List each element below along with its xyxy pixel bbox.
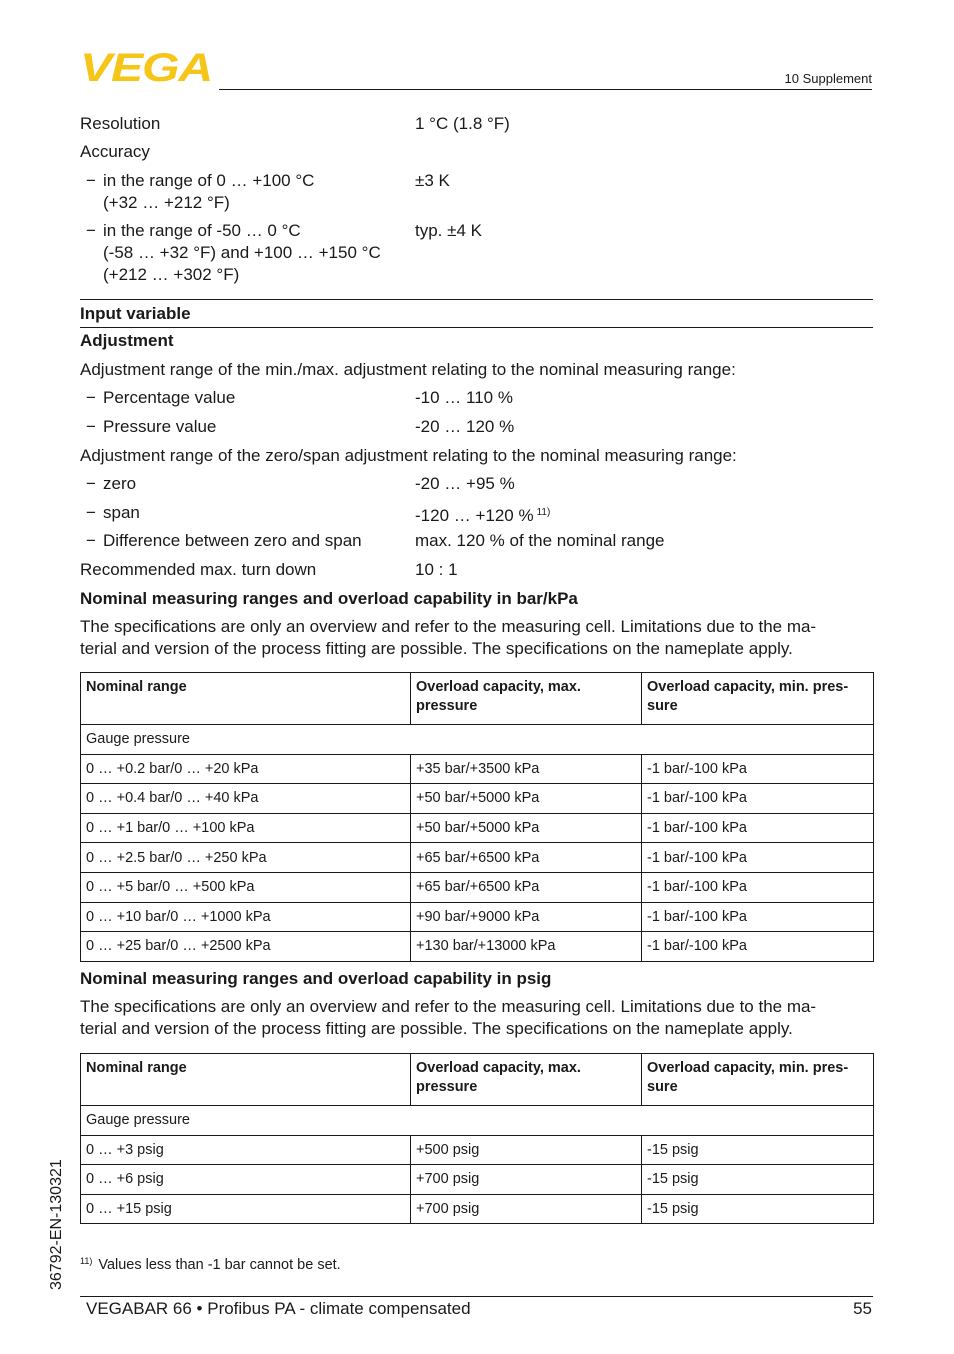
span-value-wrap: [415, 502, 550, 527]
footer-title: VEGABAR 66 • Profibus PA - climate compensated: [86, 1299, 471, 1318]
cell-range: 0 … +2.5 bar/0 … +250 kPa: [81, 843, 411, 873]
bar-section-para-line2: terial and version of the process fitting are possible. The specifications on the nameplate apply.: [80, 639, 793, 658]
cell-max: +500 psig: [411, 1135, 642, 1165]
dash: −: [86, 221, 96, 240]
table-header-row: [81, 673, 874, 725]
accuracy-range-1-line1: in the range of 0 … +100 °C: [103, 171, 315, 190]
bar-kpa-table: [80, 672, 874, 962]
vega-logo: [80, 50, 214, 84]
bar-section-para-line1: The specifications are only an overview and refer to the measuring cell. Limitations due to the ma-: [80, 617, 817, 636]
header-line: sure: [647, 1079, 678, 1095]
cell-max: +90 bar/+9000 kPa: [411, 902, 642, 932]
group-label: Gauge pressure: [81, 725, 874, 755]
zerospan-intro: Adjustment range of the zero/span adjustment relating to the nominal measuring range:: [80, 446, 737, 465]
table-row: [81, 813, 874, 843]
logo-text: VEGA: [80, 50, 212, 84]
dash: −: [86, 388, 96, 407]
cell-min: -1 bar/-100 kPa: [642, 813, 874, 843]
dash: −: [86, 417, 96, 436]
footnote-text: Values less than -1 bar cannot be set.: [98, 1257, 341, 1273]
footer-rule: [80, 1296, 873, 1297]
cell-min: -1 bar/-100 kPa: [642, 872, 874, 902]
header-line: Overload capacity, max.: [416, 679, 581, 695]
cell-min: -1 bar/-100 kPa: [642, 902, 874, 932]
table-row: [81, 1135, 874, 1165]
table-row: [81, 932, 874, 962]
adjustment-heading: Adjustment: [80, 331, 174, 350]
cell-range: 0 … +6 psig: [81, 1165, 411, 1195]
accuracy-range-1-value: ±3 K: [415, 171, 450, 190]
table-group-row: [81, 725, 874, 755]
cell-min: -1 bar/-100 kPa: [642, 754, 874, 784]
cell-max: +65 bar/+6500 kPa: [411, 872, 642, 902]
header-line: Overload capacity, min. pres-: [647, 1060, 849, 1076]
footnote-mark: 11): [80, 1256, 93, 1266]
section-rule-bottom: [80, 327, 873, 328]
footnote-ref: 11): [536, 507, 551, 518]
resolution-value: 1 °C (1.8 °F): [415, 114, 510, 133]
bar-section-heading: Nominal measuring ranges and overload capability in bar/kPa: [80, 589, 578, 608]
psig-section-para-line1: The specifications are only an overview and refer to the measuring cell. Limitations due to the ma-: [80, 997, 817, 1016]
resolution-label: Resolution: [80, 114, 161, 133]
accuracy-range-2-line2: (-58 … +32 °F) and +100 … +150 °C: [103, 243, 381, 262]
input-variable-heading: Input variable: [80, 304, 191, 323]
zero-value: -20 … +95 %: [415, 474, 515, 493]
cell-min: -1 bar/-100 kPa: [642, 784, 874, 814]
percentage-value: -10 … 110 %: [415, 388, 513, 407]
accuracy-range-2-value: typ. ±4 K: [415, 221, 482, 240]
cell-max: +700 psig: [411, 1165, 642, 1195]
table-row: [81, 1165, 874, 1195]
table-row: [81, 902, 874, 932]
cell-min: -15 psig: [642, 1194, 874, 1224]
cell-max: +130 bar/+13000 kPa: [411, 932, 642, 962]
dash: −: [86, 503, 96, 522]
turndown-value: 10 : 1: [415, 560, 458, 579]
section-label: 10 Supplement: [784, 71, 872, 86]
dash: −: [86, 474, 96, 493]
footnote: [80, 1256, 341, 1273]
header-rule: [219, 89, 872, 90]
header-line: sure: [647, 698, 678, 714]
difference-value: max. 120 % of the nominal range: [415, 531, 665, 550]
span-label: span: [103, 503, 140, 522]
cell-max: +65 bar/+6500 kPa: [411, 843, 642, 873]
cell-range: 0 … +25 bar/0 … +2500 kPa: [81, 932, 411, 962]
cell-range: 0 … +1 bar/0 … +100 kPa: [81, 813, 411, 843]
header-overload-max: [411, 1054, 642, 1106]
table-row: [81, 784, 874, 814]
turndown-label: Recommended max. turn down: [80, 560, 317, 579]
cell-range: 0 … +3 psig: [81, 1135, 411, 1165]
group-label: Gauge pressure: [81, 1106, 874, 1136]
difference-label: Difference between zero and span: [103, 531, 362, 550]
header-nominal-range: Nominal range: [81, 1054, 411, 1106]
accuracy-range-2-line3: (+212 … +302 °F): [103, 265, 240, 284]
accuracy-label: Accuracy: [80, 142, 150, 161]
cell-range: 0 … +0.4 bar/0 … +40 kPa: [81, 784, 411, 814]
page-number: 55: [853, 1299, 872, 1318]
table-row: [81, 754, 874, 784]
cell-range: 0 … +10 bar/0 … +1000 kPa: [81, 902, 411, 932]
table-header-row: [81, 1054, 874, 1106]
pressure-value: -20 … 120 %: [415, 417, 515, 436]
header-line: pressure: [416, 698, 478, 714]
header-line: Overload capacity, min. pres-: [647, 679, 849, 695]
cell-min: -15 psig: [642, 1165, 874, 1195]
accuracy-range-1-line2: (+32 … +212 °F): [103, 193, 230, 212]
cell-max: +50 bar/+5000 kPa: [411, 784, 642, 814]
cell-min: -1 bar/-100 kPa: [642, 843, 874, 873]
minmax-intro: Adjustment range of the min./max. adjustment relating to the nominal measuring range:: [80, 360, 736, 379]
section-rule-top: [80, 299, 873, 300]
table-row: [81, 1194, 874, 1224]
accuracy-range-2-line1: in the range of -50 … 0 °C: [103, 221, 301, 240]
cell-range: 0 … +0.2 bar/0 … +20 kPa: [81, 754, 411, 784]
percentage-value-label: Percentage value: [103, 388, 236, 407]
cell-min: -1 bar/-100 kPa: [642, 932, 874, 962]
psig-section-heading: Nominal measuring ranges and overload capability in psig: [80, 969, 552, 988]
table-row: [81, 872, 874, 902]
header-nominal-range: Nominal range: [81, 673, 411, 725]
header-overload-min: [642, 673, 874, 725]
document-id: 36792-EN-130321: [48, 1159, 65, 1290]
dash: −: [86, 531, 96, 550]
table-row: [81, 843, 874, 873]
dash: −: [86, 171, 96, 190]
cell-max: +35 bar/+3500 kPa: [411, 754, 642, 784]
table-group-row: [81, 1106, 874, 1136]
psig-table: [80, 1053, 874, 1224]
cell-min: -15 psig: [642, 1135, 874, 1165]
zero-label: zero: [103, 474, 137, 493]
header-overload-min: [642, 1054, 874, 1106]
psig-section-para-line2: terial and version of the process fitting are possible. The specifications on the nameplate apply.: [80, 1019, 793, 1038]
cell-range: 0 … +15 psig: [81, 1194, 411, 1224]
cell-range: 0 … +5 bar/0 … +500 kPa: [81, 872, 411, 902]
header-overload-max: [411, 673, 642, 725]
span-value: -120 … +120 %: [415, 506, 534, 525]
cell-max: +50 bar/+5000 kPa: [411, 813, 642, 843]
header-line: pressure: [416, 1079, 478, 1095]
header-line: Overload capacity, max.: [416, 1060, 581, 1076]
cell-max: +700 psig: [411, 1194, 642, 1224]
pressure-value-label: Pressure value: [103, 417, 217, 436]
